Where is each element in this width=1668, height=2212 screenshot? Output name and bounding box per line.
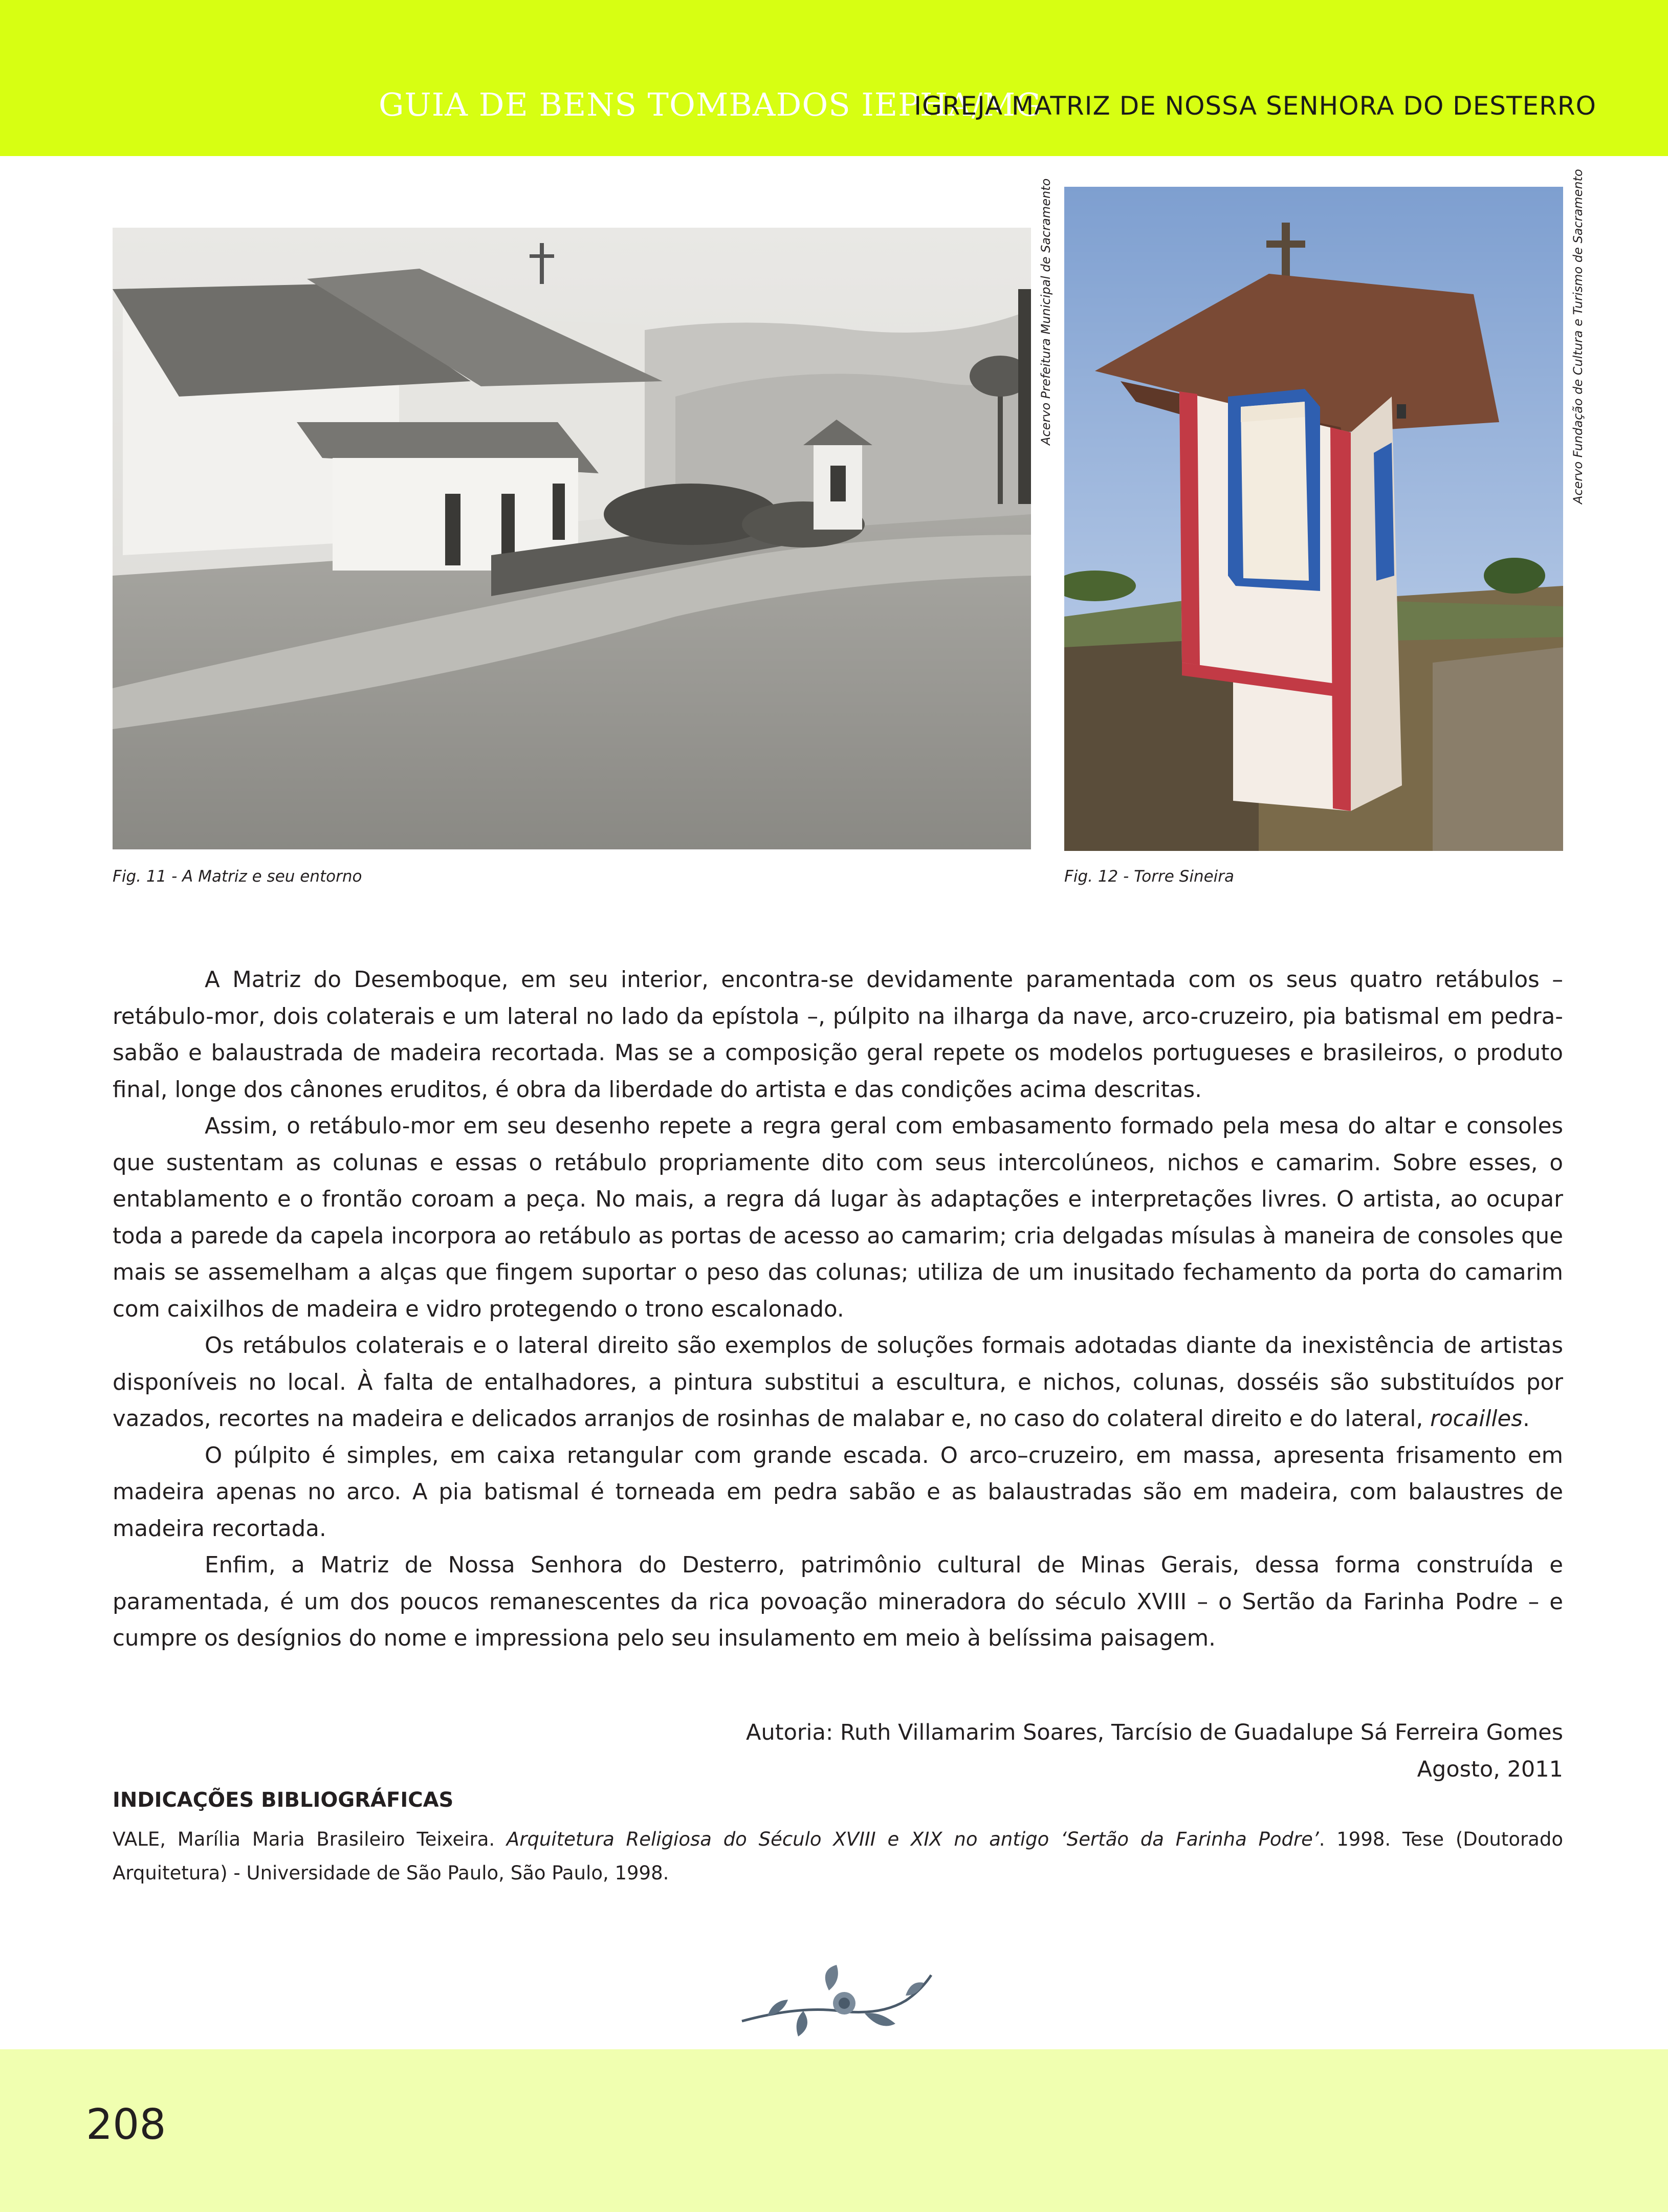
figure-11-credit: Acervo Prefeitura Municipal de Sacramento <box>1039 178 1053 445</box>
paragraph-3 <box>113 1328 1563 1438</box>
bibliography-entry <box>113 1823 1563 1890</box>
church-photo-illustration <box>113 228 1031 849</box>
rose-ornament-icon <box>737 1960 941 2049</box>
figure-12-photo <box>1064 187 1563 851</box>
header-band <box>0 0 1668 156</box>
bibliography-title: INDICAÇÕES BIBLIOGRÁFICAS <box>113 1788 454 1812</box>
paragraph-3-end: . <box>1522 1406 1530 1432</box>
paragraph-3-text: Os retábulos colaterais e o lateral direito são exemplos de soluções formais adotadas diante da inexistência de artistas disponíveis no local. À falta de entalhadores, a pintura substitui a escultura, e nichos, colunas, dosséis são substituídos por vazados, recortes na madeira e delicados arranjos de rosinhas de malabar e, no caso do colateral direito e do lateral, <box>113 1333 1563 1432</box>
paragraph-5: Enfim, a Matriz de Nossa Senhora do Desterro, patrimônio cultural de Minas Gerais, dessa forma construída e paramentada, é um dos poucos remanescentes da rica povoação mineradora do século XVIII – o Sertão da Farinha Podre – e cumpre os desígnios do nome e impressiona pelo seu insulamento em meio à belíssima paisagem. <box>113 1552 1563 1651</box>
guide-title: GUIA DE BENS TOMBADOS IEPHA/MG <box>379 86 1042 123</box>
figure-11-caption: Fig. 11 - A Matriz e seu entorno <box>113 867 362 886</box>
bell-tower-photo-illustration <box>1064 187 1563 851</box>
paragraph-4: O púlpito é simples, em caixa retangular com grande escada. O arco–cruzeiro, em massa, apresenta frisamento em madeira apenas no arco. A pia batismal é torneada em pedra sabão e as balaustradas são em madeira, com balaustres de madeira recortada. <box>113 1442 1563 1542</box>
authors: Autoria: Ruth Villamarim Soares, Tarcísio de Guadalupe Sá Ferreira Gomes <box>746 1720 1563 1745</box>
paragraph-3-italic: rocailles <box>1430 1406 1523 1432</box>
figure-11-photo <box>113 228 1031 849</box>
figure-12-caption: Fig. 12 - Torre Sineira <box>1064 867 1235 886</box>
bibliography-details: . 1998. Tese (Doutorado Arquitetura) - Universidade de São Paulo, São Paulo, 1998. <box>113 1828 1563 1884</box>
paragraph-2: Assim, o retábulo-mor em seu desenho repete a regra geral com embasamento formado pela mesa do altar e consoles que sustentam as colunas e essas o retábulo propriamente dito com seus intercolúneos, nichos e camarim. Sobre esses, o entablamento e o frontão coroam a peça. No mais, a regra dá lugar às adaptações e interpretações livres. O artista, ao ocupar toda a parede da capela incorpora ao retábulo as portas de acesso ao camarim; cria delgadas mísulas à maneira de consoles que mais se assemelham a alças que fingem suportar o peso das colunas; utiliza de um inusitado fechamento da porta do camarim com caixilhos de madeira e vidro protegendo o trono escalonado. <box>113 1113 1563 1322</box>
date: Agosto, 2011 <box>1417 1757 1563 1782</box>
footer-band <box>0 2049 1668 2212</box>
bibliography-work: Arquitetura Religiosa do Século XVIII e XIX no antigo ‘Sertão da Farinha Podre’ <box>506 1828 1319 1850</box>
paragraph-1: A Matriz do Desemboque, em seu interior, encontra-se devidamente paramentada com os seus quatro retábulos – retábulo-mor, dois colaterais e um lateral no lado da epístola –, púlpito na ilharga da nave, arco-cruzeiro, pia batismal em pedra-sabão e balaustrada de madeira recortada. Mas se a composição geral repete os modelos portugueses e brasileiros, o produto final, longe dos cânones eruditos, é obra da liberdade do artista e das condições acima descritas. <box>113 967 1563 1103</box>
bibliography-author: VALE, Marília Maria Brasileiro Teixeira. <box>113 1828 495 1850</box>
page-number: 208 <box>86 2100 166 2149</box>
figure-12-credit: Acervo Fundação de Cultura e Turismo de Sacramento <box>1571 169 1585 504</box>
body-text <box>113 962 1563 1657</box>
signature <box>746 1714 1563 1788</box>
section-title: IGREJA MATRIZ DE NOSSA SENHORA DO DESTERRO <box>914 91 1596 121</box>
